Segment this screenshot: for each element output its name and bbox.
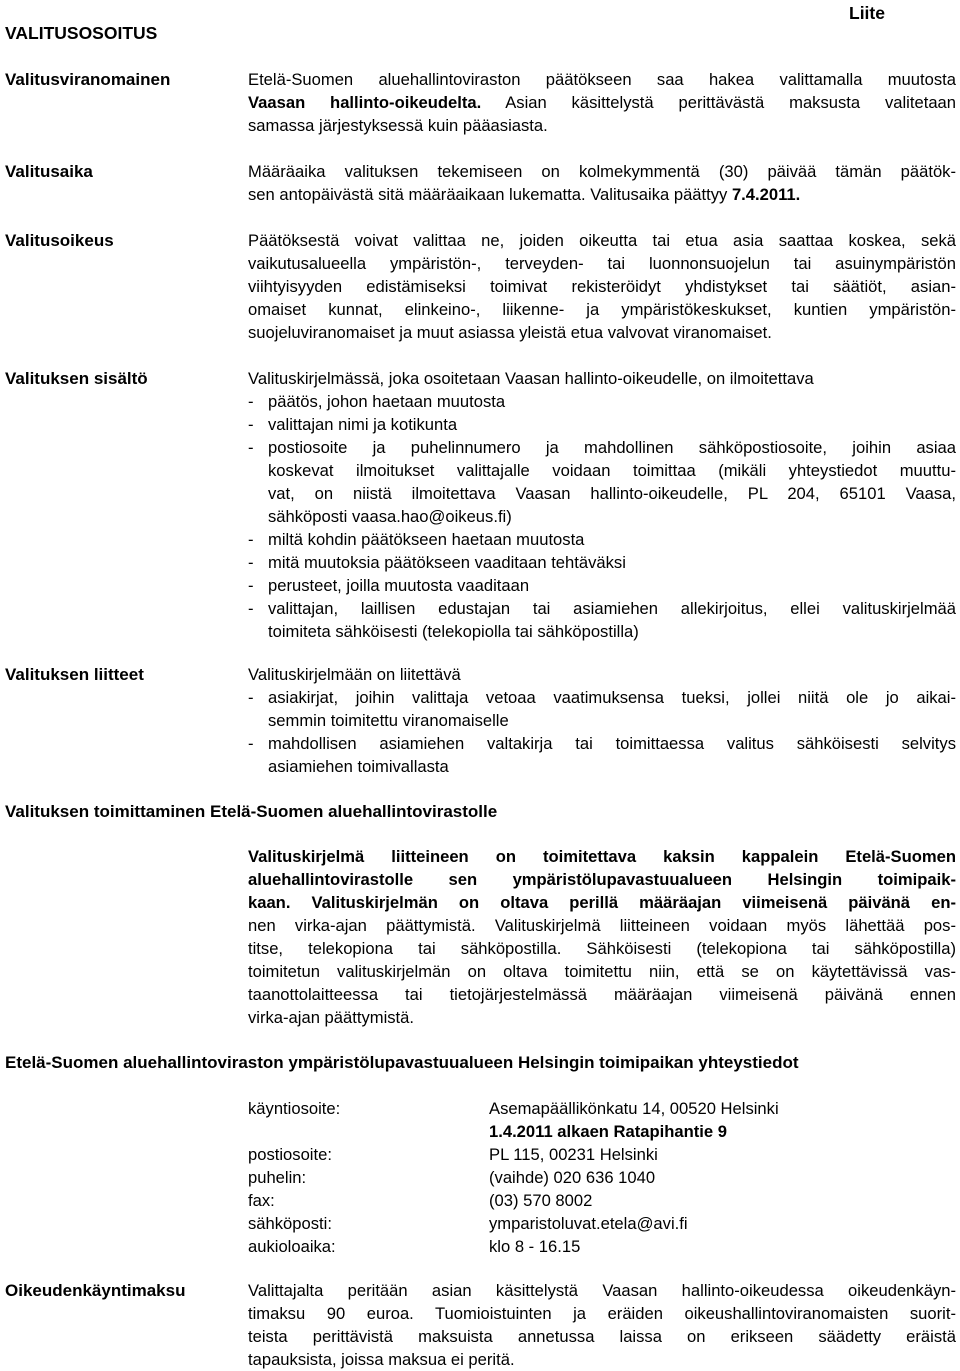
contact-value: ymparistoluvat.etela@avi.fi — [489, 1214, 688, 1233]
right-line: vaikutusalueella ympäristön-, terveyden- tai luonnonsuojelun tai asuinympäristön — [248, 254, 956, 273]
authority-line — [248, 91, 956, 114]
list-dash: - — [248, 438, 254, 457]
list-item-line: vat, on niistä ilmoitettava Vaasan hallinto-oikeudelle, PL 204, 65101 Vaasa, — [268, 484, 956, 503]
list-item-line: mahdollisen asiamiehen valtakirja tai toimittaessa valitus sähköisesti selvitys — [268, 734, 956, 753]
section-body-content — [248, 367, 956, 643]
section-body-authority — [248, 68, 956, 137]
delivery-line: taanottolaitteessa tai tietojärjestelmässä määräajan viimeisenä päivänä ennen — [248, 985, 956, 1004]
delivery-line: Valituskirjelmä liitteineen on toimitettava kaksin kappalein Etelä-Suomen — [248, 847, 956, 866]
section-body-attachments — [248, 663, 956, 778]
list-item-line: koskevat ilmoitukset valittajalle voidaan toimittaa (mikäli yhteystiedot muuttu- — [268, 461, 956, 480]
list-item — [248, 686, 956, 732]
list-dash: - — [248, 553, 254, 572]
list-item-line: semmin toimitettu viranomaiselle — [268, 711, 509, 730]
section-heading-delivery: Valituksen toimittaminen Etelä-Suomen aluehallintovirastolle — [5, 802, 498, 821]
attachment-label: Liite — [849, 3, 885, 23]
section-label-attachments: Valituksen liitteet — [5, 665, 144, 684]
list-item — [248, 597, 956, 643]
contact-value-new-address: 1.4.2011 alkaen Ratapihantie 9 — [489, 1122, 727, 1141]
list-item-line: toimiteta sähköisesti (telekopiolla tai sähköpostilla) — [268, 622, 639, 641]
list-dash: - — [248, 415, 254, 434]
contact-label: käyntiosoite: — [248, 1099, 341, 1118]
section-label-deadline: Valitusaika — [5, 162, 93, 181]
list-item-line: päätös, johon haetaan muutosta — [268, 392, 506, 411]
contact-value: (03) 570 8002 — [489, 1191, 593, 1210]
deadline-line: Määräaika valituksen tekemiseen on kolmekymmentä (30) päivää tämän päätök- — [248, 162, 956, 181]
right-line: suojeluviranomaiset ja muut asiassa yleistä etua valvovat viranomaiset. — [248, 323, 772, 342]
list-item-line: asiakirjat, joihin valittaja vetoaa vaatimuksensa tueksi, jollei niitä ole jo aikai- — [268, 688, 956, 707]
contact-label: puhelin: — [248, 1168, 307, 1187]
fee-line: timaksu 90 euroa. Tuomioistuinten ja eräiden oikeushallintoviranomaisten suorit- — [248, 1304, 956, 1323]
list-item — [248, 574, 956, 597]
list-item-line: valittajan nimi ja kotikunta — [268, 415, 458, 434]
section-label-authority: Valitusviranomainen — [5, 70, 171, 89]
list-item-line: postiosoite ja puhelinnumero ja mahdollinen sähköpostiosoite, joihin asiaa — [268, 438, 956, 457]
list-item — [248, 732, 956, 778]
list-item — [248, 413, 956, 436]
delivery-line: virka-ajan päättymistä. — [248, 1008, 415, 1027]
authority-line-rest: Asian käsittelystä perittävästä maksusta valitetaan — [481, 93, 957, 112]
list-item-line: perusteet, joilla muutosta vaaditaan — [268, 576, 530, 595]
list-dash: - — [248, 530, 254, 549]
list-dash: - — [248, 734, 254, 753]
deadline-date: 7.4.2011. — [731, 185, 801, 204]
delivery-line: titse, telekopiona tai sähköpostilla. Sähköisesti (telekopiona tai sähköpostilla) — [248, 939, 956, 958]
right-line: Päätöksestä voivat valittaa ne, joiden oikeutta tai etua asia saattaa koskea, sekä — [248, 231, 956, 250]
list-dash: - — [248, 599, 254, 618]
list-item — [248, 436, 956, 528]
contact-label: sähköposti: — [248, 1214, 332, 1233]
list-item-line: valittajan, laillisen edustajan tai asiamiehen allekirjoitus, ellei valituskirjelmää — [268, 599, 956, 618]
contact-label: aukioloaika: — [248, 1237, 336, 1256]
authority-line: Etelä-Suomen aluehallintoviraston päätökseen saa hakea valittamalla muutosta — [248, 70, 956, 89]
contact-value: (vaihde) 020 636 1040 — [489, 1168, 656, 1187]
contact-value: PL 115, 00231 Helsinki — [489, 1145, 658, 1164]
list-dash: - — [248, 576, 254, 595]
right-line: omaiset kunnat, elinkeino-, liikenne- ja ympäristökeskukset, kuntien ympäristön- — [248, 300, 956, 319]
deadline-line — [248, 183, 956, 206]
section-body-delivery — [248, 845, 956, 1029]
list-item — [248, 390, 956, 413]
section-label-fee: Oikeudenkäyntimaksu — [5, 1281, 186, 1300]
section-body-deadline — [248, 160, 956, 206]
fee-line: teista perittävistä maksuista annetussa laissa on erikseen säädetty eräistä — [248, 1327, 956, 1346]
list-item-line: mitä muutoksia päätökseen vaaditaan tehtäväksi — [268, 553, 626, 572]
section-body-right — [248, 229, 956, 344]
deadline-text: sen antopäivästä sitä määräaikaan lukematta. Valitusaika päättyy — [248, 185, 732, 204]
attachments-intro: Valituskirjelmään on liitettävä — [248, 665, 461, 684]
list-item — [248, 528, 956, 551]
document-title: VALITUSOSOITUS — [5, 23, 158, 43]
contact-label: fax: — [248, 1191, 275, 1210]
delivery-line: toimitetun valituskirjelmän on oltava toimitettu niin, että se on käytettävissä vas- — [248, 962, 956, 981]
court-name: Vaasan hallinto-oikeudelta. — [248, 93, 482, 112]
contact-value: Asemapäällikönkatu 14, 00520 Helsinki — [489, 1099, 779, 1118]
section-heading-contact: Etelä-Suomen aluehallintoviraston ympäristölupavastuualueen Helsingin toimipaikan yhteystiedot — [5, 1053, 799, 1072]
right-line: viihtyisyyden edistämiseksi toimivat rekisteröidyt yhdistykset tai säätiöt, asian- — [248, 277, 956, 296]
delivery-line: nen virka-ajan päättymistä. Valituskirjelmä liitteineen voidaan myös lähettää pos- — [248, 916, 956, 935]
contact-value: klo 8 - 16.15 — [489, 1237, 581, 1256]
section-label-content: Valituksen sisältö — [5, 369, 148, 388]
section-label-right: Valitusoikeus — [5, 231, 114, 250]
list-dash: - — [248, 392, 254, 411]
list-item-line: miltä kohdin päätökseen haetaan muutosta — [268, 530, 585, 549]
list-dash: - — [248, 688, 254, 707]
delivery-line: aluehallintovirastolle sen ympäristölupavastuualueen Helsingin toimipaik- — [248, 870, 956, 889]
list-item-line: sähköposti vaasa.hao@oikeus.fi) — [268, 507, 512, 526]
fee-line: Valittajalta peritään asian käsittelystä Vaasan hallinto-oikeudessa oikeudenkäyn- — [248, 1281, 956, 1300]
list-item — [248, 551, 956, 574]
content-intro: Valituskirjelmässä, joka osoitetaan Vaasan hallinto-oikeudelle, on ilmoitettava — [248, 369, 814, 388]
section-body-fee — [248, 1279, 956, 1371]
authority-line: samassa järjestyksessä kuin pääasiasta. — [248, 116, 548, 135]
contact-label: postiosoite: — [248, 1145, 332, 1164]
fee-line: tapauksista, joissa maksua ei peritä. — [248, 1350, 515, 1369]
list-item-line: asiamiehen toimivallasta — [268, 757, 449, 776]
delivery-line: kaan. Valituskirjelmän on oltava perillä määräajan viimeisenä päivänä en- — [248, 893, 956, 912]
